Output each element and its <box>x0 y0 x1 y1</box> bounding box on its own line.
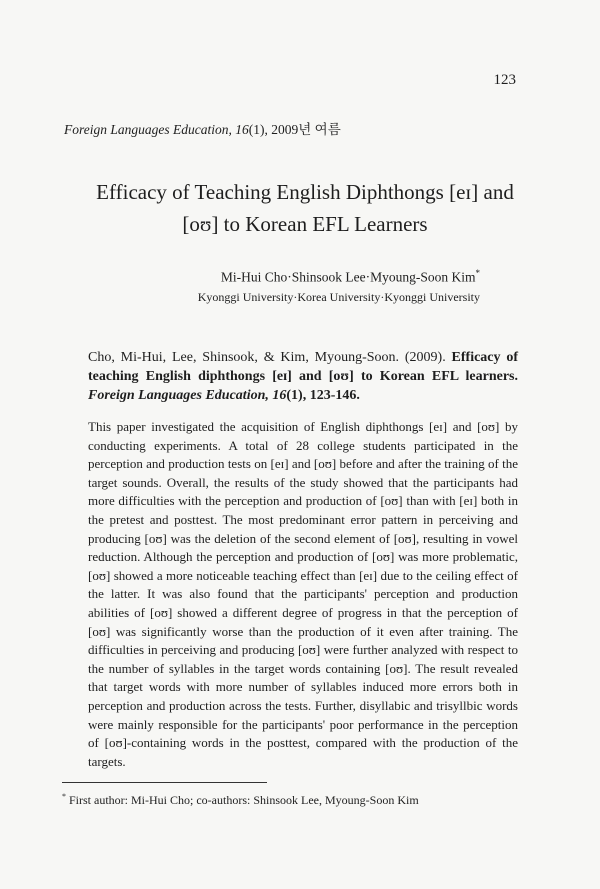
footnote-divider <box>62 782 267 783</box>
citation <box>88 348 518 405</box>
author-names: Mi-Hui Cho·Shinsook Lee·Myoung-Soon Kim <box>220 269 476 285</box>
footnote <box>62 792 419 808</box>
paper-title-line-1: Efficacy of Teaching English Diphthongs [eɪ] and <box>96 180 514 204</box>
journal-issue: (1), 2009년 여름 <box>248 122 341 137</box>
footnote-text: First author: Mi-Hui Cho; co-authors: Shinsook Lee, Myoung-Soon Kim <box>66 793 419 807</box>
citation-issue-pages: (1), 123-146. <box>286 388 360 403</box>
affiliations: Kyonggi University·Korea University·Kyonggi University <box>197 290 480 304</box>
citation-journal: Foreign Languages Education, 16 <box>88 388 287 403</box>
authors <box>221 268 480 286</box>
journal-name: Foreign Languages Education, 16 <box>64 122 249 137</box>
abstract: This paper investigated the acquisition of English diphthongs [eɪ] and [oʊ] by conducting experiments. A total of 28 college students participated in the perception and production tests on [eɪ] and [oʊ] before and after the training of the target sounds. Overall, the results of the study showed that the participants had more difficulties with the perception and production of [oʊ] than with [eɪ] both in the pretest and posttest. The most predominant error pattern in perceiving and producing [oʊ] was the deletion of the second element of [oʊ], resulting in vowel reduction. Although the perception and production of [oʊ] was more problematic, [oʊ] showed a more noticeable teaching effect than [eɪ] due to the ceiling effect of the latter. It was also found that the participants' perception and production abilities of [oʊ] showed a different degree of progress in that the perception of [oʊ] was significantly worse than the production of it even after training. The difficulties in perceiving and producing [oʊ] were further analyzed with respect to the number of syllables in the target words containing [oʊ]. The result revealed that target words with more number of syllables induced more errors both in perception and production across the tests. Further, disyllabic and trisyllbic words were mainly responsible for the participants' poor performance in the perception of [oʊ]-containing words in the posttest, compared with the production of the targets. <box>88 419 518 769</box>
paper-title-line-2: [oʊ] to Korean EFL Learners <box>182 212 428 236</box>
citation-authors: Cho, Mi-Hui, Lee, Shinsook, & Kim, Myoung-Soon. (2009). <box>88 350 446 365</box>
footnote-marker: * <box>62 792 66 801</box>
journal-header <box>64 118 341 138</box>
page-number: 123 <box>493 72 516 88</box>
citation-title: Efficacy of teaching English diphthongs [eɪ] and [oʊ] to Korean EFL learners. <box>88 350 518 384</box>
author-footnote-marker: * <box>475 268 480 278</box>
paper-title <box>60 176 550 240</box>
